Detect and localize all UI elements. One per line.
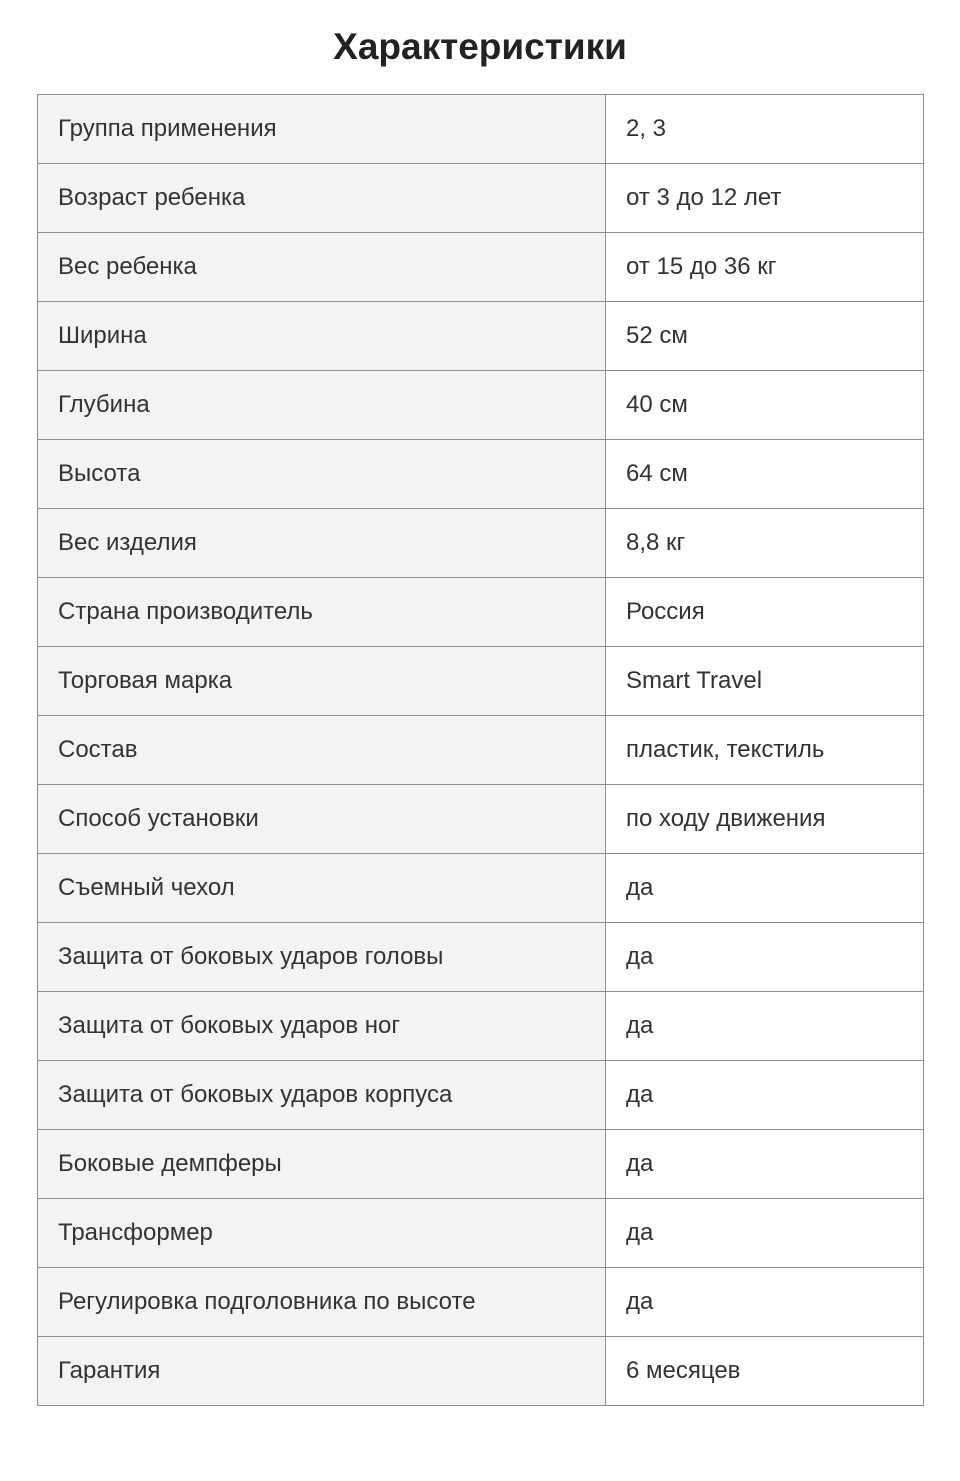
table-row [38, 95, 924, 164]
spec-label: Регулировка подголовника по высоте [38, 1268, 606, 1337]
spec-value: по ходу движения [606, 785, 924, 854]
spec-value: Россия [606, 578, 924, 647]
specifications-table-body [38, 95, 924, 1406]
table-row [38, 1268, 924, 1337]
table-row [38, 1061, 924, 1130]
spec-label: Вес изделия [38, 509, 606, 578]
spec-value: да [606, 854, 924, 923]
table-row [38, 233, 924, 302]
spec-label: Трансформер [38, 1199, 606, 1268]
spec-value: 8,8 кг [606, 509, 924, 578]
table-row [38, 440, 924, 509]
spec-label: Гарантия [38, 1337, 606, 1406]
spec-label: Защита от боковых ударов корпуса [38, 1061, 606, 1130]
table-row [38, 164, 924, 233]
spec-value: 40 см [606, 371, 924, 440]
table-row [38, 854, 924, 923]
spec-value: да [606, 1268, 924, 1337]
spec-value: да [606, 923, 924, 992]
spec-label: Состав [38, 716, 606, 785]
spec-label: Глубина [38, 371, 606, 440]
spec-value: 64 см [606, 440, 924, 509]
spec-value: от 3 до 12 лет [606, 164, 924, 233]
spec-value: да [606, 1061, 924, 1130]
spec-label: Способ установки [38, 785, 606, 854]
table-row [38, 509, 924, 578]
table-row [38, 1130, 924, 1199]
table-row [38, 647, 924, 716]
spec-value: от 15 до 36 кг [606, 233, 924, 302]
table-row [38, 992, 924, 1061]
table-row [38, 716, 924, 785]
page-title: Характеристики [333, 26, 627, 67]
table-row [38, 1199, 924, 1268]
spec-label: Защита от боковых ударов головы [38, 923, 606, 992]
spec-label: Вес ребенка [38, 233, 606, 302]
spec-value: да [606, 1199, 924, 1268]
spec-value: да [606, 992, 924, 1061]
spec-label: Защита от боковых ударов ног [38, 992, 606, 1061]
spec-label: Съемный чехол [38, 854, 606, 923]
spec-value: 2, 3 [606, 95, 924, 164]
spec-label: Высота [38, 440, 606, 509]
specifications-table [37, 94, 924, 1406]
spec-label: Возраст ребенка [38, 164, 606, 233]
table-row [38, 1337, 924, 1406]
table-row [38, 785, 924, 854]
spec-value: 6 месяцев [606, 1337, 924, 1406]
spec-label: Торговая марка [38, 647, 606, 716]
spec-label: Ширина [38, 302, 606, 371]
spec-value: да [606, 1130, 924, 1199]
spec-value: 52 см [606, 302, 924, 371]
spec-value: пластик, текстиль [606, 716, 924, 785]
table-row [38, 302, 924, 371]
spec-label: Страна производитель [38, 578, 606, 647]
table-row [38, 923, 924, 992]
spec-value: Smart Travel [606, 647, 924, 716]
table-row [38, 578, 924, 647]
table-row [38, 371, 924, 440]
spec-label: Группа применения [38, 95, 606, 164]
spec-label: Боковые демпферы [38, 1130, 606, 1199]
